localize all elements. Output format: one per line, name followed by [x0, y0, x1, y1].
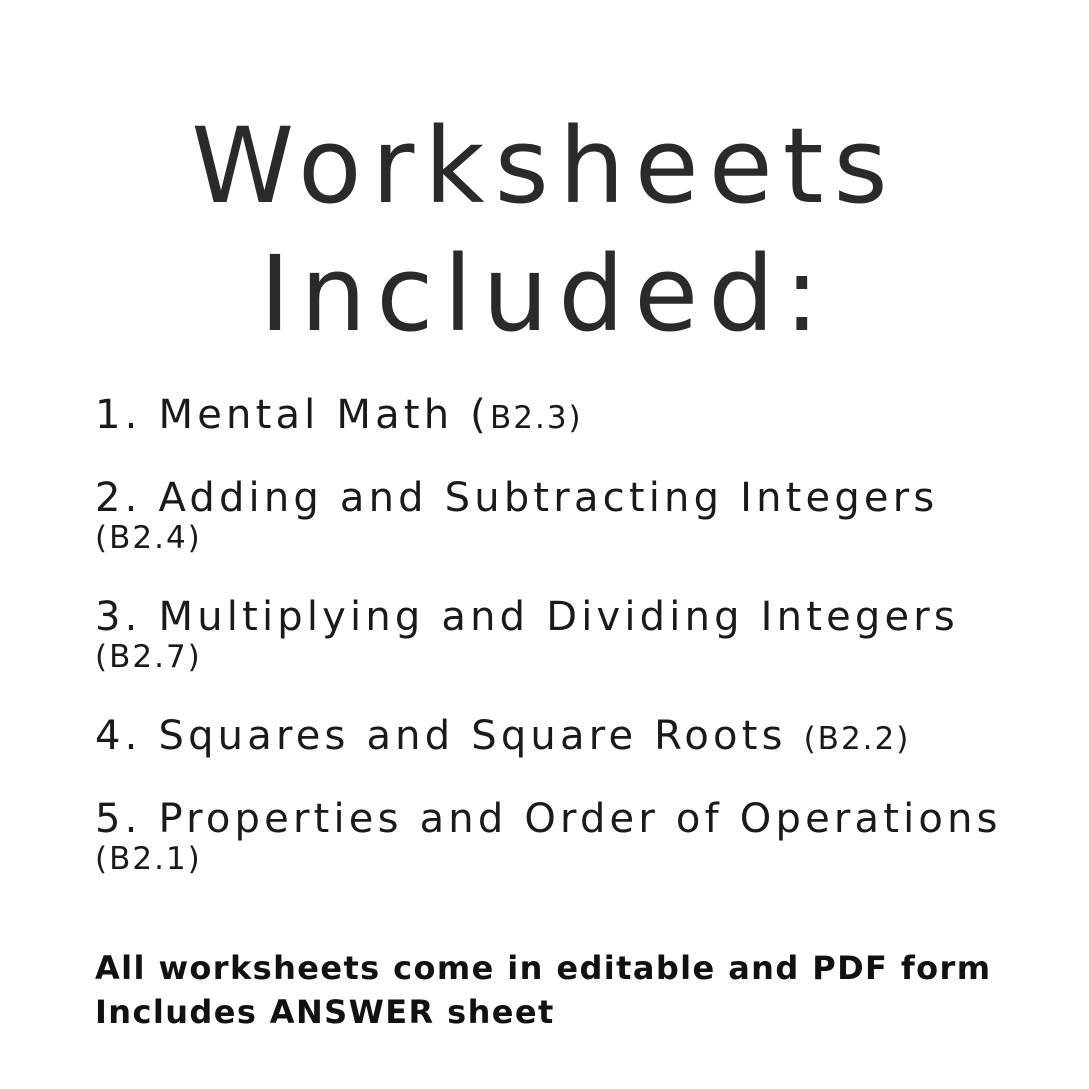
item-number: 4.	[95, 713, 142, 759]
title-line-1: Worksheets	[191, 105, 898, 227]
item-code: (B2.7)	[95, 639, 202, 675]
item-code: (B2.1)	[95, 841, 202, 877]
item-name: Mental Math (	[158, 392, 490, 438]
worksheet-item	[95, 393, 1055, 440]
item-number: 5.	[95, 796, 142, 842]
item-number: 2.	[95, 475, 142, 521]
item-number: 1.	[95, 392, 142, 438]
page-title	[0, 102, 1089, 358]
item-code: B2.3)	[489, 400, 583, 436]
footer-note	[95, 946, 1075, 1034]
item-code: (B2.2)	[803, 721, 911, 757]
worksheet-item	[95, 595, 1055, 677]
footer-line-2: Includes ANSWER sheet	[95, 993, 555, 1031]
worksheet-item	[95, 476, 1055, 558]
item-name: Properties and Order of Operations	[158, 796, 1002, 842]
item-name: Squares and Square Roots	[158, 713, 787, 759]
worksheet-list	[95, 393, 1055, 916]
worksheet-item	[95, 797, 1055, 879]
item-number: 3.	[95, 594, 142, 640]
item-code: (B2.4)	[95, 520, 202, 556]
footer-line-1: All worksheets come in editable and PDF form	[95, 949, 992, 987]
title-line-2: Included:	[259, 233, 830, 355]
item-name: Adding and Subtracting Integers	[158, 475, 939, 521]
item-name: Multiplying and Dividing Integers	[158, 594, 959, 640]
worksheet-item	[95, 714, 1055, 761]
